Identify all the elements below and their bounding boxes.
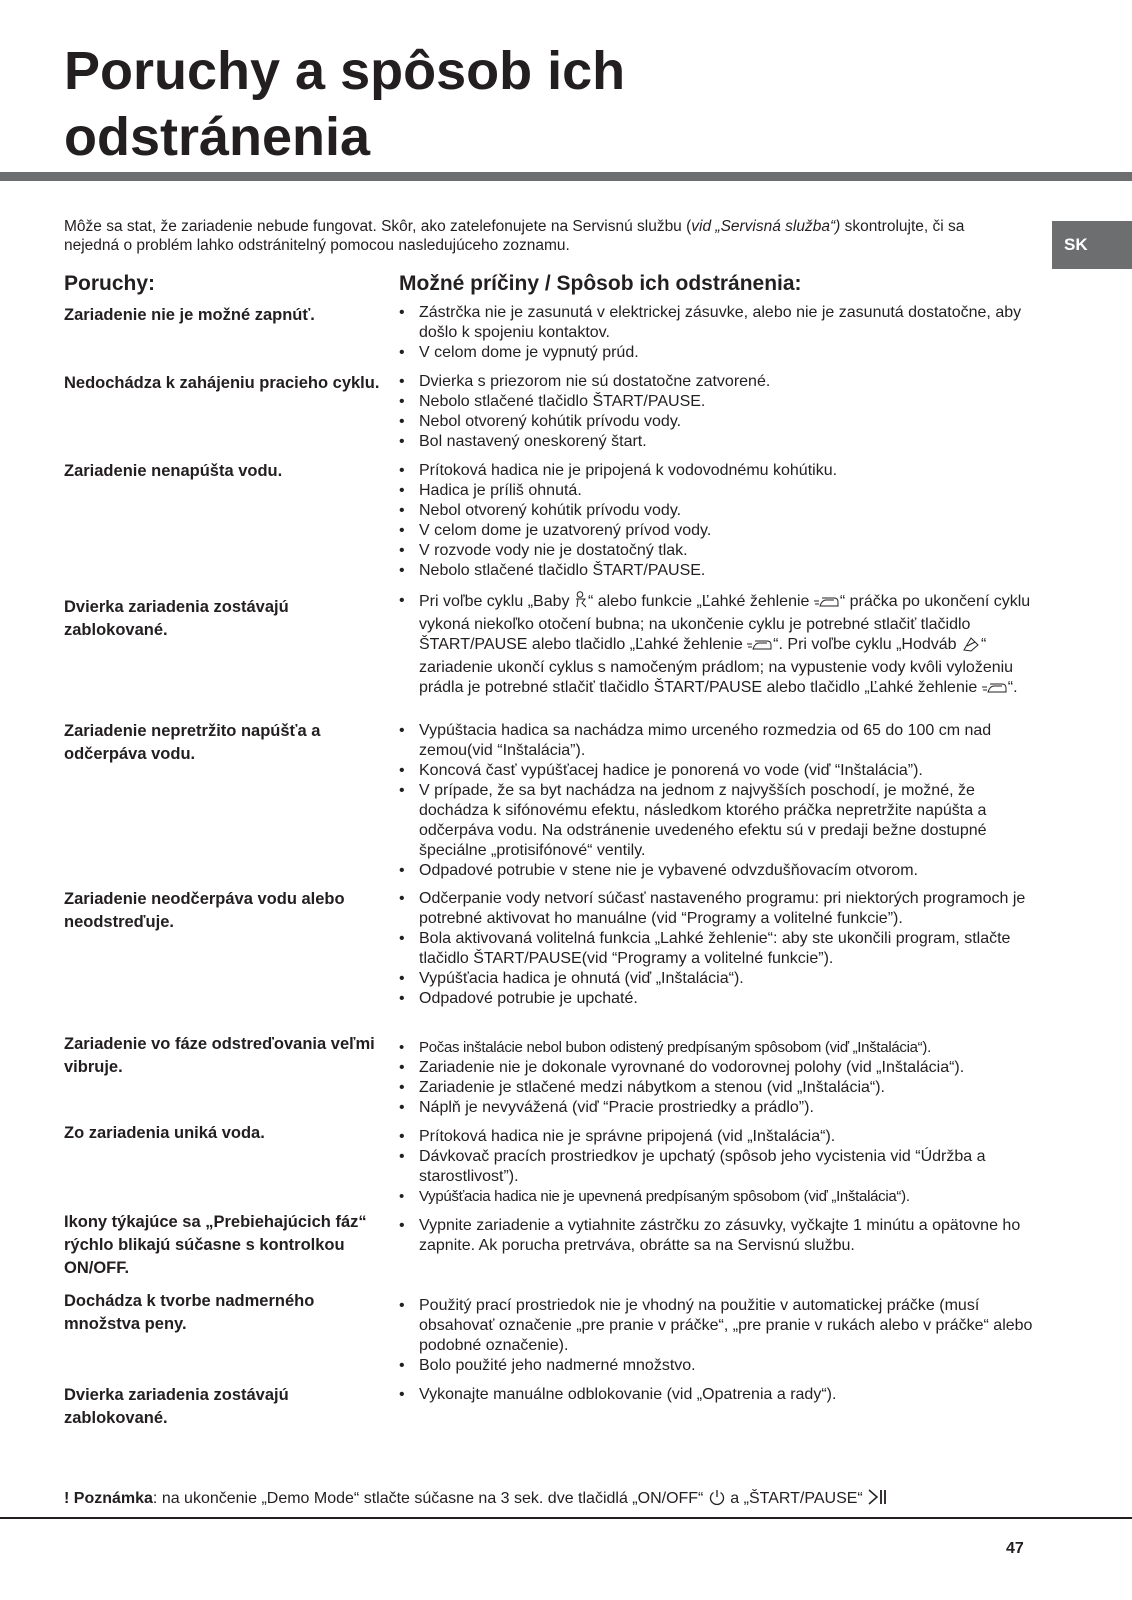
footnote: ! Poznámka: na ukončenie „Demo Mode“ stlačte súčasne na 3 sek. dve tlačidlá „ON/OFF“ a „ŠTART/PAUSE“ bbox=[64, 1488, 1064, 1512]
cause-item: • Prítoková hadica nie je správne pripojená (vid „Inštalácia“). bbox=[399, 1127, 1039, 1147]
cause-list bbox=[399, 889, 1039, 1009]
cause-item: • V celom dome je uzatvorený prívod vody. bbox=[399, 521, 1039, 541]
cause-item: • Použitý prací prostriedok nie je vhodný na použitie v automatickej práčke (musí obsahovať označenie „pre pranie v práčke“, „pre pranie v rukách alebo v práčke“ alebo podobné označenie). bbox=[399, 1296, 1039, 1356]
cause-list bbox=[399, 1385, 1039, 1405]
faults-header: Poruchy: bbox=[64, 272, 156, 295]
fault-label: Ikony týkajúce sa „Prebiehajúcich fáz“ rýchlo blikajú súčasne s kontrolkou ON/OFF. bbox=[64, 1213, 367, 1277]
cause-list bbox=[399, 461, 1039, 581]
cause-item: • Nebol otvorený kohútik prívodu vody. bbox=[399, 412, 1039, 432]
language-tab: SK bbox=[1052, 221, 1132, 269]
cause-item: • Koncová časť vypúšťacej hadice je ponorená vo vode (viď “Inštalácia”). bbox=[399, 761, 1039, 781]
cause-item: • Prítoková hadica nie je pripojená k vodovodnému kohútiku. bbox=[399, 461, 1039, 481]
cause-list bbox=[399, 1296, 1039, 1376]
cause-item: • Pri voľbe cyklu „Baby “ alebo funkcie „Ľahké žehlenie “ práčka po ukončení cyklu vykoná niekoľko otočení bubna; na ukončenie cyklu je potrebné stlačiť tlačidlo ŠTART/PAUSE alebo tlačidlo „Ľahké žehlenie “. Pri voľbe cyklu „Hodváb “ zariadenie ukončí cyklus s namočeným prádlom; na vypustenie vody kvôli vyloženiu prádla je potrebné stlačiť tlačidlo ŠTART/PAUSE alebo tlačidlo „Ľahké žehlenie “. bbox=[399, 591, 1039, 701]
cause-item: • Zástrčka nie je zasunutá v elektrickej zásuvke, alebo nie je zasunutá dostatočne, aby došlo k spojeniu kontaktov. bbox=[399, 303, 1039, 343]
cause-item: • Vykonajte manuálne odblokovanie (vid „Opatrenia a rady“). bbox=[399, 1385, 1039, 1405]
cause-item: • Nebolo stlačené tlačidlo ŠTART/PAUSE. bbox=[399, 392, 1039, 412]
cause-list bbox=[399, 721, 1039, 881]
cause-list bbox=[399, 1038, 1039, 1118]
cause-item: • Bola aktivovaná volitelná funkcia „Lahké žehlenie“: aby ste ukončili program, stlačte tlačidlo ŠTART/PAUSE(vid “Programy a volitelné funkcie”). bbox=[399, 929, 1039, 969]
cause-item: • Vypúštacia hadica sa nachádza mimo urceného rozmedzia od 65 do 100 cm nad zemou(vid “Inštalácia”). bbox=[399, 721, 1039, 761]
easy-iron-icon bbox=[747, 638, 773, 658]
cause-item: • V prípade, že sa byt nachádza na jednom z najvyšších poschodí, je možné, že dochádza k sifónovému efektu, následkom ktorého práčka nepretržite napúšta a odčerpáva vodu. Na odstránenie uvedeného efektu sú v predaji bežne dostupné špeciálne „protisifónové“ ventily. bbox=[399, 781, 1039, 861]
fault-label: Dvierka zariadenia zostávajú zablokované. bbox=[64, 1386, 289, 1427]
cause-item: • Vypúšťacia hadica nie je upevnená predpísaným spôsobom (viď „Inštalácia“). bbox=[399, 1187, 1039, 1207]
cause-item: • V celom dome je vypnutý prúd. bbox=[399, 343, 1039, 363]
baby-cycle-icon bbox=[574, 591, 588, 615]
cause-list bbox=[399, 1216, 1039, 1256]
causes-header: Možné príčiny / Spôsob ich odstránenia: bbox=[399, 272, 802, 295]
start-pause-icon bbox=[867, 1488, 889, 1512]
easy-iron-icon bbox=[814, 595, 840, 615]
cause-item: • Bolo použité jeho nadmerné množstvo. bbox=[399, 1356, 1039, 1376]
easy-iron-icon bbox=[982, 681, 1008, 701]
cause-list bbox=[399, 591, 1039, 701]
cause-item: • Odčerpanie vody netvorí súčasť nastaveného programu: pri niektorých programoch je potrebné aktivovat ho manuálne (vid “Programy a volitelné funkcie”). bbox=[399, 889, 1039, 929]
cause-item: • Vypúšťacia hadica je ohnutá (viď „Inštalácia“). bbox=[399, 969, 1039, 989]
fault-label: Zo zariadenia uniká voda. bbox=[64, 1124, 265, 1142]
cause-list bbox=[399, 372, 1039, 452]
header-divider bbox=[0, 172, 1132, 181]
note-label: Poznámka bbox=[73, 1490, 153, 1507]
fault-label: Dvierka zariadenia zostávajú zablokované. bbox=[64, 598, 289, 639]
page-title: Poruchy a spôsob ich odstránenia bbox=[64, 41, 626, 167]
cause-item: • Bol nastavený oneskorený štart. bbox=[399, 432, 1039, 452]
cause-item: • V rozvode vody nie je dostatočný tlak. bbox=[399, 541, 1039, 561]
cause-item: • Zariadenie nie je dokonale vyrovnané do vodorovnej polohy (vid „Inštalácia“). bbox=[399, 1058, 1039, 1078]
cause-item: • Odpadové potrubie v stene nie je vybavené odvzdušňovacím otvorom. bbox=[399, 861, 1039, 881]
note-mark: ! bbox=[64, 1490, 70, 1507]
cause-list bbox=[399, 303, 1039, 363]
cause-item: • Počas inštalácie nebol bubon odistený predpísaným spôsobom (viď „Inštalácia“). bbox=[399, 1038, 1039, 1058]
fault-label: Dochádza k tvorbe nadmerného množstva peny. bbox=[64, 1292, 315, 1333]
cause-list bbox=[399, 1127, 1039, 1207]
fault-label: Zariadenie nie je možné zapnúť. bbox=[64, 306, 315, 324]
cause-item: • Nebol otvorený kohútik prívodu vody. bbox=[399, 501, 1039, 521]
cause-item: • Náplň je nevyvážená (viď “Pracie prostriedky a prádlo”). bbox=[399, 1098, 1039, 1118]
intro-paragraph: Môže sa stat, že zariadenie nebude fungovat. Skôr, ako zatelefonujete na Servisnú službu (vid „Servisná služba“) skontrolujte, či sa nejedná o problém lahko odstránitelný pomocou nasledujúceho zoznamu. bbox=[64, 218, 965, 254]
fault-label: Zariadenie neodčerpáva vodu alebo neodstreďuje. bbox=[64, 890, 345, 931]
cause-item: • Vypnite zariadenie a vytiahnite zástrčku zo zásuvky, vyčkajte 1 minútu a opätovne ho zapnite. Ak porucha pretrváva, obrátte sa na Servisnú službu. bbox=[399, 1216, 1039, 1256]
cause-item: • Zariadenie je stlačené medzi nábytkom a stenou (vid „Inštalácia“). bbox=[399, 1078, 1039, 1098]
cause-item: • Dávkovač pracích prostriedkov je upchatý (spôsob jeho vycistenia vid “Údržba a starostlivost”). bbox=[399, 1147, 1039, 1187]
cause-item: • Hadica je príliš ohnutá. bbox=[399, 481, 1039, 501]
cause-item: • Dvierka s priezorom nie sú dostatočne zatvorené. bbox=[399, 372, 1039, 392]
fault-label: Zariadenie nenapúšta vodu. bbox=[64, 462, 283, 480]
power-icon bbox=[708, 1488, 726, 1512]
fault-label: Zariadenie vo fáze odstreďovania veľmi vibruje. bbox=[64, 1035, 375, 1076]
cause-item: • Odpadové potrubie je upchaté. bbox=[399, 989, 1039, 1009]
silk-cycle-icon bbox=[961, 636, 981, 658]
page-number: 47 bbox=[1006, 1540, 1024, 1557]
cause-item: • Nebolo stlačené tlačidlo ŠTART/PAUSE. bbox=[399, 561, 1039, 581]
fault-label: Nedochádza k zahájeniu pracieho cyklu. bbox=[64, 374, 380, 392]
footer-divider bbox=[0, 1517, 1132, 1519]
fault-label: Zariadenie nepretržito napúšťa a odčerpáva vodu. bbox=[64, 722, 321, 763]
